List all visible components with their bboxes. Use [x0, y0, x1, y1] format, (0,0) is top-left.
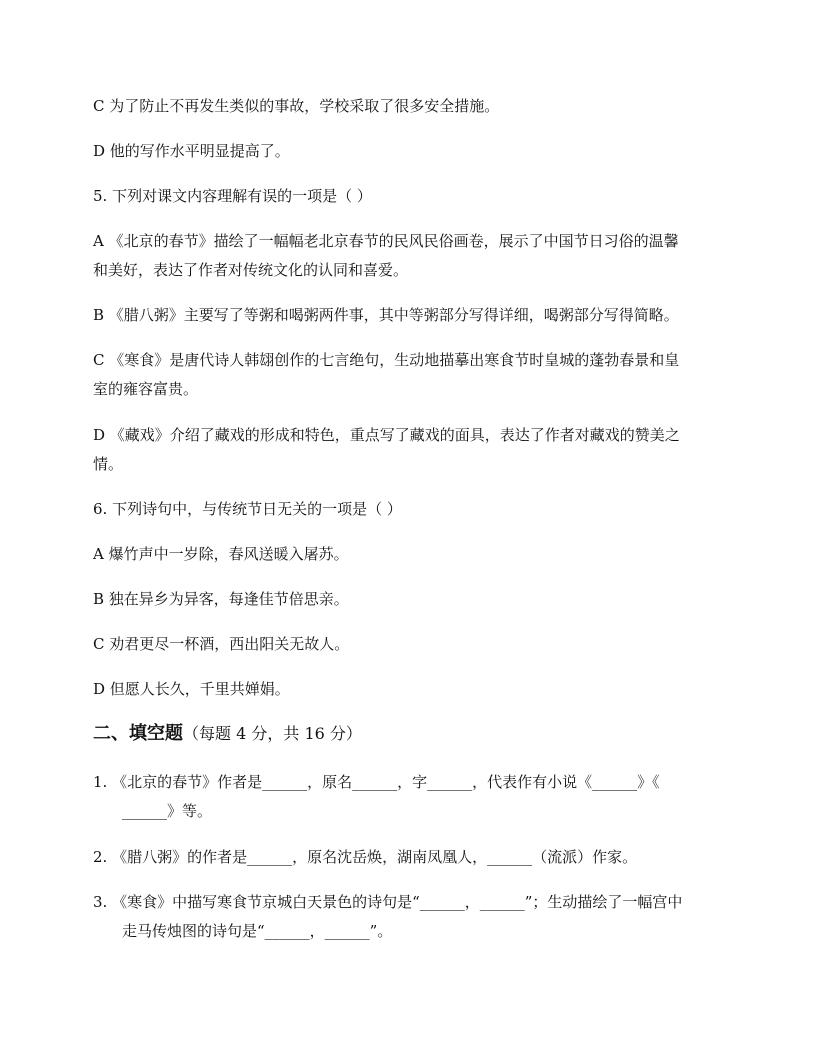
q6-stem: 6. 下列诗句中，与传统节日无关的一项是（ ）: [93, 500, 402, 518]
fill-q3-line2: 走马传烛图的诗句是“______，______”。: [122, 922, 393, 940]
q6-option-d: D 但愿人长久，千里共婵娟。: [93, 680, 290, 698]
q5-option-c-line2: 室的雍容富贵。: [93, 380, 199, 398]
fill-q1-line2: ______》等。: [122, 802, 213, 820]
fill-q3-line1: 3. 《寒食》中描写寒食节京城白天景色的诗句是“______，______”；生动描绘了一幅宫中: [93, 893, 683, 911]
q5-stem: 5. 下列对课文内容理解有误的一项是（ ）: [93, 187, 372, 205]
q5-option-d-line1: D 《藏戏》介绍了藏戏的形成和特色，重点写了藏戏的面具，表达了作者对藏戏的赞美之: [93, 426, 680, 444]
q5-option-c-line1: C 《寒食》是唐代诗人韩翃创作的七言绝句，生动地描摹出寒食节时皇城的蓬勃春景和皇: [93, 351, 680, 369]
fill-q2: 2. 《腊八粥》的作者是______，原名沈岳焕，湖南凤凰人，______（流派）作家。: [93, 848, 638, 866]
q6-option-a: A 爆竹声中一岁除，春风送暖入屠苏。: [93, 545, 349, 563]
fill-q1-line1: 1. 《北京的春节》作者是______，原名______，字______，代表作有小说《______》《: [93, 773, 660, 791]
fill-section-note: （每题 4 分，共 16 分）: [183, 724, 362, 743]
q6-option-c: C 劝君更尽一杯酒，西出阳关无故人。: [93, 635, 350, 653]
fill-section-heading: [93, 723, 362, 745]
q5-option-a-line1: A 《北京的春节》描绘了一幅幅老北京春节的民风民俗画卷，展示了中国节日习俗的温馨: [93, 232, 679, 250]
fill-section-title: 二、填空题: [93, 723, 183, 744]
q5-option-a-line2: 和美好，表达了作者对传统文化的认同和喜爱。: [93, 261, 409, 279]
q5-option-d-line2: 情。: [93, 455, 124, 473]
q5-option-b: B 《腊八粥》主要写了等粥和喝粥两件事，其中等粥部分写得详细，喝粥部分写得简略。: [93, 306, 679, 324]
q4-option-d: D 他的写作水平明显提高了。: [93, 142, 290, 160]
q4-option-c: C 为了防止不再发生类似的事故，学校采取了很多安全措施。: [93, 97, 500, 115]
q6-option-b: B 独在异乡为异客，每逢佳节倍思亲。: [93, 590, 349, 608]
